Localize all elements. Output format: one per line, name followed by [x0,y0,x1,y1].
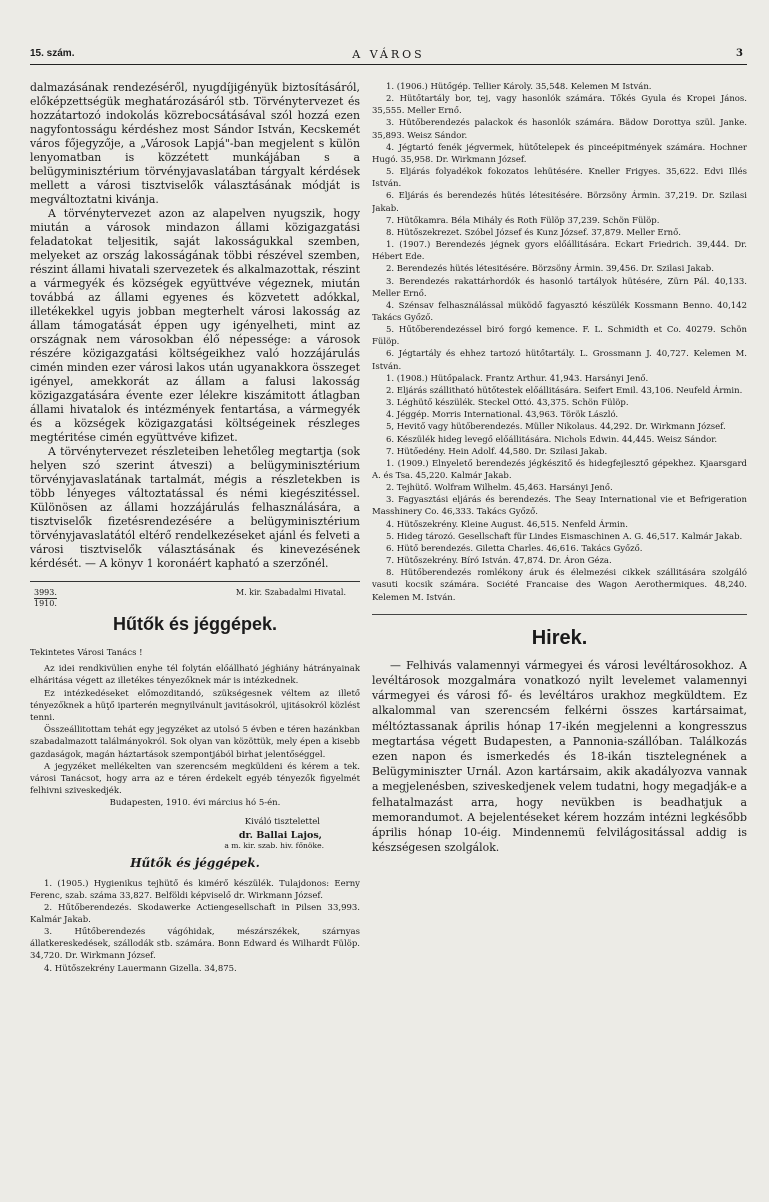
news-article: — Felhivás valamennyi vármegyei és városi levéltárosokhoz. A levéltárosok mozgalmára vonatkozó nyilt levelemet valamennyi vármegyei és városi fő- és levéltáros urakhoz megküldtem. Ez alkalommal van szerencsém felkérni összes kartársaimat, méltóztassanak április hónap 17-ikén megjelenni a kongresszus megtartása végett Budapesten, a Pannonia-szállóban. Találkozás ezen napon és ismerkedés és 18-ikán tisztelegnének a Belügyminiszter Urnál. Azon kartársaim, akik akadályozva vannak a megjelenésben, sziveskedjenek velem tudatni, hogy megadják-e a felhatalmazást arra, hogy nevükben is beadhatjuk a memorandumot. A bejelentéseket kérem hozzám intézni legkésőbb április hónap 10-éig. Mindennemü felvilágositással addig is készségesen szolgálok. [372,658,747,855]
patent-entry: 2. Eljárás szállitható hütőtestek előállitására. Seifert Emil. 43,106. Neufeld Ármin. [386,385,743,396]
letter-closing: Kiváló tisztelettel [244,816,320,827]
right-column [372,81,747,975]
patent-entry: 8. Hütőberendezés romlékony áruk és élelmezési cikkek szállitására szolgáló vasuti kocsik számára. Société Francaise des Wagon Aerothermiques. 48,240. Kelemen M. István. [372,568,747,603]
patent-entry: 5. Eljárás folyadékok fokozatos lehütésére. Kneller Frigyes. 35,622. Edvi Illés István. [372,167,747,190]
patent-entry: 3. Berendezés rakattárhordók és hasonló tartályok hütésére, Zürn Pál. 40,133. Meller Ernő. [372,276,747,299]
patent-entry: 2. Tejhütő. Wolfram Wilhelm. 45,463. Harsányi Jenő. [386,483,613,494]
patent-entry: 5, Hevitő vagy hütőberendezés. Müller Nikolaus. 44,292. Dr. Wirkmann József. [386,422,726,433]
patent-entry: 4. Jégtartó fenék jégvermek, hütőtelepek és pinceépitmények számára. Hochner Hugó. 35,958. Dr. Wirkmann József. [372,142,747,165]
patent-entry: 1. (1906.) Hütőgép. Tellier Károly. 35,548. Kelemen M István. [386,82,652,92]
page-number: 3 [736,48,743,59]
patent-list [30,878,360,975]
patent-entry: 6. Készülék hideg levegő előállitására. Nichols Edwin. 44,445. Weisz Sándor. [386,434,718,445]
letter-paragraph: A jegyzéket mellékelten van szerencsém megküldeni és kérem a tek. városi Tanácsot, hogy arra az e téren érdekelt egyéb tényezők figyelmét felhivni sziveskedjék. [30,761,360,797]
notice-number: 3993. [34,588,57,597]
patent-entry: 4. Hütőszekrény Lauermann Gizella. 34,875. [44,963,237,974]
news-heading: Hirek. [531,626,588,649]
patent-entry: 2. Hütőtartály bor, tej, vagy hasonlók számára. Tőkés Gyula és Kropei János. 35,555. Meller Ernő. [372,94,747,117]
patent-entry: 4. Jéggép. Morris International. 43,963. Török László. [386,410,619,421]
signer-title: a m. kir. szab. hiv. főnöke. [224,840,324,850]
patent-entry: 3. Hűtőberendezés vágóhidak, mészárszékek, szárnyas állatkereskedések, szállodák stb. számára. Bonn Edward és Wilhardt Fülöp. 34,720. Dr. Wirkmann József. [30,927,360,962]
patent-entry: 1. (1907.) Berendezés jégnek gyors előállitására. Eckart Friedrich. 39,444. Dr. Hébert Ede. [372,240,747,263]
patent-entry: 1. (1909.) Elnyelető berendezés jégkészitő és hidegfejlesztő gépekhez. Kjaarsgard A. és Tsa. 45,220. Kalmár Jakab. [372,458,747,481]
patent-entry: 2. Hűtőberendezés. Skodawerke Actiengesellschaft in Pilsen 33,993. Kalmár Jakab. [30,903,360,926]
patent-list-heading: Hűtők és jéggépek. [130,855,260,870]
notice-header [30,588,360,614]
issue-number: 15. szám. [30,48,75,59]
letter-date: Budapesten, 1910. évi március hó 5-én. [109,798,281,809]
section-heading: Hűtők és jéggépek. [112,614,278,634]
letter-paragraph: Összeállitottam tehát egy jegyzéket az utolsó 5 évben e téren hazánkban szabadalmazott találmányokról. Sok olyan van közöttük, mely épen a kisebb gazdaságok, magán háztartások szempontjából birhat jelentőséggel. [30,725,360,760]
patent-entry: 5. Hideg tározó. Gesellschaft für Lindes Eismaschinen A. G. 46,517. Kalmár Jakab. [386,531,743,542]
letter-paragraph: Ez intézkedéseket előmozditandó, szükségesnek véltem az illető tényezőknek a hüţő iparterén megnyilvánult javitásokról, ujitásokról közlést tenni. [30,688,360,724]
patent-entry: 4. Szénsav felhasználással müködő fagyasztó készülék Kossmann Benno. 40,142 Takács Győző. [372,300,747,323]
patent-entry: 7. Hütőedény. Hein Adolf. 44,580. Dr. Szilasi Jakab. [386,446,608,457]
notice-year: 1910. [34,599,57,608]
patent-entry: 3. Fagyasztási eljárás és berendezés. The Seay International vie et Befrigeration Masshinery Co. 46,333. Takács Győző. [372,495,747,518]
article-paragraph: dalmazásának rendezéséről, nyugdíjigényük biztosításáról, előképzettségük meghatározásáról stb. Törvénytervezet és hozzátartozó indokolás közrebocsátásával szól hozzá ezen nagyfontosságu kérdéshez most Sándor István, Kecskemét város főjegyzője, a „Városok Lapjá"-ban megjelent s külön lenyomatban is közzétett munkájában s a belügyminisztérium törvényjavaslatában tárgyalt kérdések mellett a városi tisztviselők választásának módját is megváltoztatni kivánja. [30,81,360,206]
patent-entry: 4. Hütőszekrény. Kleine August. 46,515. Nenfeld Ármin. [386,519,628,530]
patent-entry: 6. Eljárás és berendezés hütés létesitésére. Börzsöny Ármin. 37,219. Dr. Szilasi Jakab. [372,191,747,214]
notice-office: M. kir. Szabadalmi Hivatal. [235,588,346,597]
notice-id [34,588,57,609]
left-column [30,81,360,975]
patent-entry: 6. Hütő berendezés. Giletta Charles. 46,616. Takács Győző. [386,543,643,554]
article-paragraph: A törvénytervezet részleteiben lehetőleg megtartja (sok helyen szó szerint átveszi) a belügyminisztérium törvényjavaslatának tartalmát, mégis a részletekben is több lényeges változtatással és némi kiegészitéssel. Különösen az állami hozzájárulás felhasználására, a tisztviselők fizetésrendezésére a belügyminisztérium törvényjavaslatától eltérő rendelkezéseket ajánl és felveti a városi tisztviselők választásának és kinevezésének kérdését. — A könyv 1 koronáért kapható a szerzőnél. [30,445,360,570]
patent-entry: 6. Jégtartály és ehhez tartozó hütőtartály. L. Grossmann J. 40,727. Kelemen M. István. [372,349,747,372]
section-divider [372,614,747,615]
section-divider [30,581,360,582]
letter-paragraph: Az idei rendkivülien enyhe tél folytán előállható jéghiány hátrányainak elháritása végett az illetékes tényezőknek már is intézkednek. [30,664,360,687]
patent-entry: 1. (1905.) Hygienikus tejhütő és kimérő készülék. Tulajdonos: Eerny Ferenc, szab. száma 33,827. Belföldi képviselő dr. Wirkmann József. [30,878,360,901]
patent-entry: 8. Hütőszekrezet. Szóbel József és Kunz József. 37,879. Meller Ernő. [386,227,681,238]
patent-entry: 1. (1908.) Hütőpalack. Frantz Arthur. 41,943. Harsányi Jenő. [386,373,649,384]
signer-name: dr. Ballai Lajos, [238,829,322,841]
greeting: Tekintetes Városi Tanács ! [30,648,143,658]
patent-entry: 5. Hűtőberendezéssel biró forgó kemence. F. L. Schmidth et Co. 40279. Schön Fülöp. [372,325,747,348]
page-header [30,44,747,65]
article-paragraph: A törvénytervezet azon az alapelven nyugszik, hogy miután a városok mindazon állami közigazgatási feladatokat teljesitik, saját lakosságukkal szemben, melyeket az ország lakosságának többi részével szemben, részint állami hivatali szervezetek és alkalmazottak, részint a vármegyék és községek együttvéve végeznek, miután továbbá az állami egyenes és közvetett adókkal, illetékekkel ugyis jobban megterhelt városi lakosság az állam támogatását éppen ugy igényelheti, mint az országnak nem városokban élő népessége: a városok részére közigazgatási költségeikhez való hozzájárulás cimén minden ezer városi lakos után ugyanakkora összeget igényel, amekkorát az állam a falusi lakosság közigazgatására évente ezer lélekre kiszámitott átlagban állami hivatalok és intézmények fentartása, a vármegyék és a községek közigazgatási költségeinek részleges megtéritése cimén együttvéve kifizet. [30,207,360,444]
patent-entry: 3. Hütőberendezés palackok és hasonlók számára. Bädow Dorottya szül. Janke. 35,893. Weisz Sándor. [372,118,747,141]
patent-entry: 7. Hütőszekrény. Bíró István. 47,874. Dr. Áron Géza. [386,556,612,567]
patent-list [372,81,747,604]
patent-entry: 3. Léghütő készülék. Steckel Ottó. 43,375. Schön Fülöp. [386,398,629,409]
patent-entry: 2. Berendezés hütés létesitésére. Börzsöny Ármin. 39,456. Dr. Szilasi Jakab. [386,264,714,275]
publication-title: A VÁROS [352,48,425,61]
patent-entry: 7. Hütőkamra. Béla Mihály és Roth Fülöp 37,239. Schön Fülöp. [386,215,660,226]
